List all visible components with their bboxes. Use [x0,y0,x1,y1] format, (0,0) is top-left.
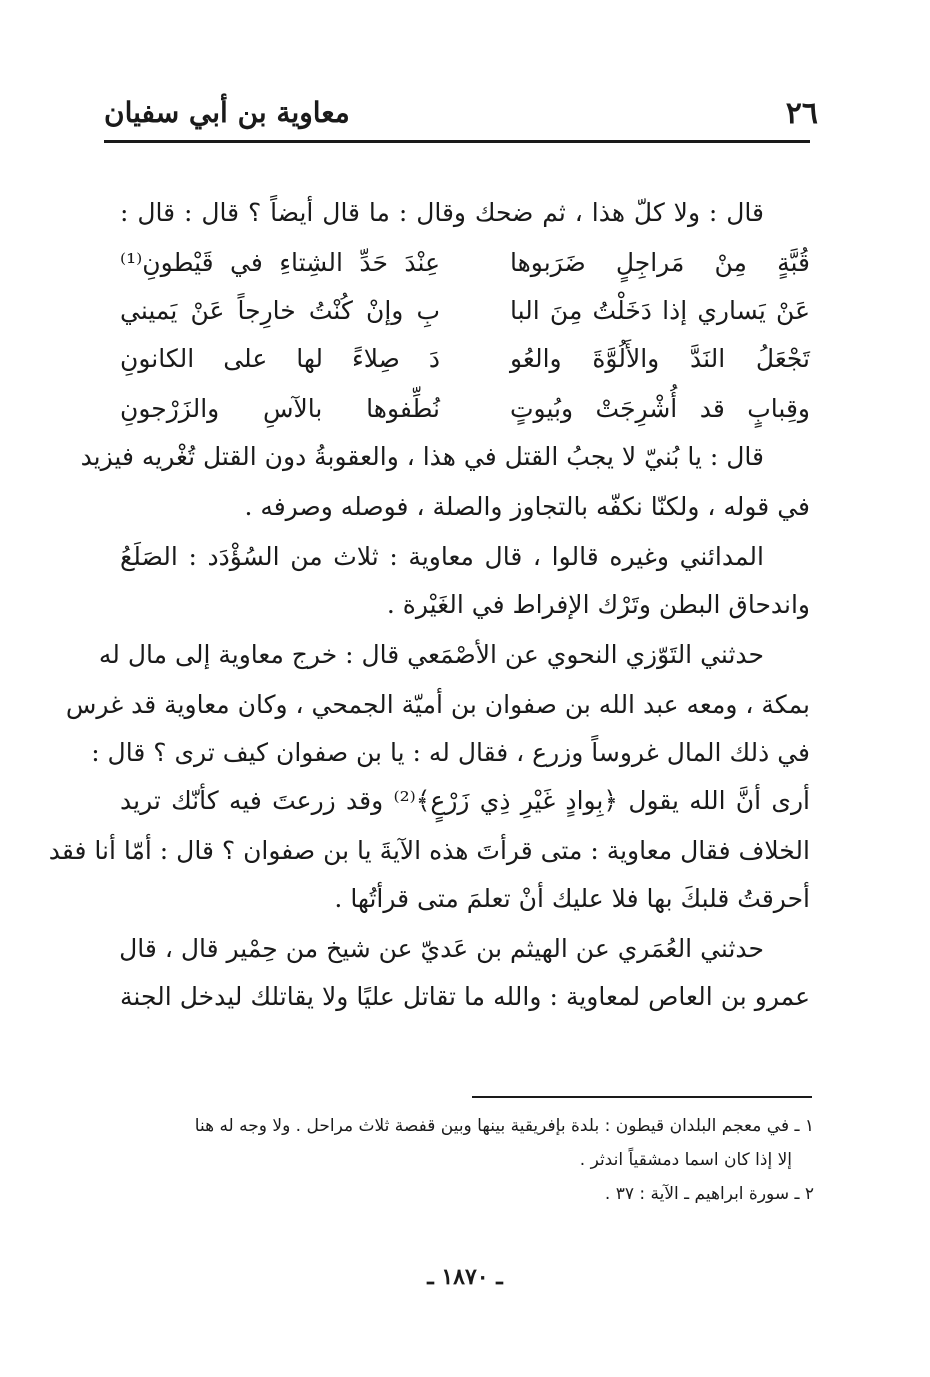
body-line: في ذلك المال غروساً وزرع ، فقال له : يا بن صفوان كيف ترى ؟ قال : [91,738,810,767]
verse-second-hemistich: عِنْدَ حَدِّ الشِتاءِ في قَيْطونِ⁽¹⁾ [120,248,440,277]
body-line: بمكة ، ومعه عبد الله بن صفوان بن أميّة الجمحي ، وكان معاوية قد غرس [65,690,810,719]
verse-first-hemistich: تَجْعَلُ النَدَّ والأَلُوَّةَ والعُو [510,344,810,373]
verse-first-hemistich: قُبَّةٍ مِنْ مَراجِلٍ ضَرَبوها [510,248,810,277]
footnote: ١ ـ في معجم البلدان قيطون : بلدة بإفريقية بينها وبين قفصة ثلاث مراحل . ولا وجه له هنا [194,1116,814,1136]
body-line: واندحاق البطن وتَرْك الإفراط في الغَيْرة . [386,590,810,619]
body-line: الخلاف فقال معاوية : متى قرأتَ هذه الآيةَ يا بن صفوان ؟ قال : أمّا أنا فقد [48,836,810,865]
verse-second-hemistich: نُطِّفوها بالآسِ والزَرْجونِ [120,394,440,423]
folio-number: ـ ١٨٧٠ ـ [427,1264,503,1290]
body-line: حدثني العُمَري عن الهيثم بن عَديّ عن شيخ من حِمْير قال ، قال [119,934,764,963]
verse-1 [120,248,810,282]
verse-first-hemistich: عَنْ يَساري إذا دَخَلْتُ مِنَ البا [510,296,810,325]
footnote-rule [472,1096,812,1098]
verse-2 [120,296,810,330]
body-line: حدثني التَوّزي النحوي عن الأصْمَعي قال : خرج معاوية إلى مال له [98,640,764,669]
verse-second-hemistich: دَ صِلاءً لها على الكانونِ [120,344,440,373]
verse-3 [120,344,810,378]
footnote-continuation: إلا إذا كان اسما دمشقياً اندثر . [579,1150,792,1170]
verse-4 [120,394,810,428]
body-line: المدائني وغيره قالوا ، قال معاوية : ثلاث من السُؤْدَد : الصَلَعُ [120,542,764,571]
body-line: قال : يا بُنيّ لا يجبُ القتل في هذا ، والعقوبةُ دون القتل تُغْريه فيزيد [80,442,764,471]
body-line: في قوله ، ولكنّا نكفّه بالتجاوز والصلة ، فوصله وصرفه . [244,492,810,521]
body-line: قال : ولا كلّ هذا ، ثم ضحك وقال : ما قال أيضاً ؟ قال : قال : [120,198,764,227]
header-rule [104,140,810,143]
verse-first-hemistich: وقِبابٍ قد أُشْرِجَتْ وبُيوتٍ [510,394,810,423]
body-line: أرى أنَّ الله يقول ﴿بِوادٍ غَيْرِ ذِي زَرْعٍ﴾⁽²⁾ وقد زرعتَ فيه كأنّك تريد [120,786,810,815]
body-line: أحرقتُ قلبكَ بها فلا عليك أنْ تعلمَ متى قرأتُها . [334,884,810,913]
page-number: ٢٦ [785,96,818,131]
body-line: عمرو بن العاص لمعاوية : والله ما تقاتل عليًا ولا يقاتلك ليدخل الجنة [120,982,810,1011]
verse-second-hemistich: بِ وإنْ كُنْتُ خارِجاً عَنْ يَميني [120,296,440,325]
footnote: ٢ ـ سورة ابراهيم ـ الآية : ٣٧ . [604,1184,814,1204]
running-title: معاوية بن أبي سفيان [104,96,350,129]
